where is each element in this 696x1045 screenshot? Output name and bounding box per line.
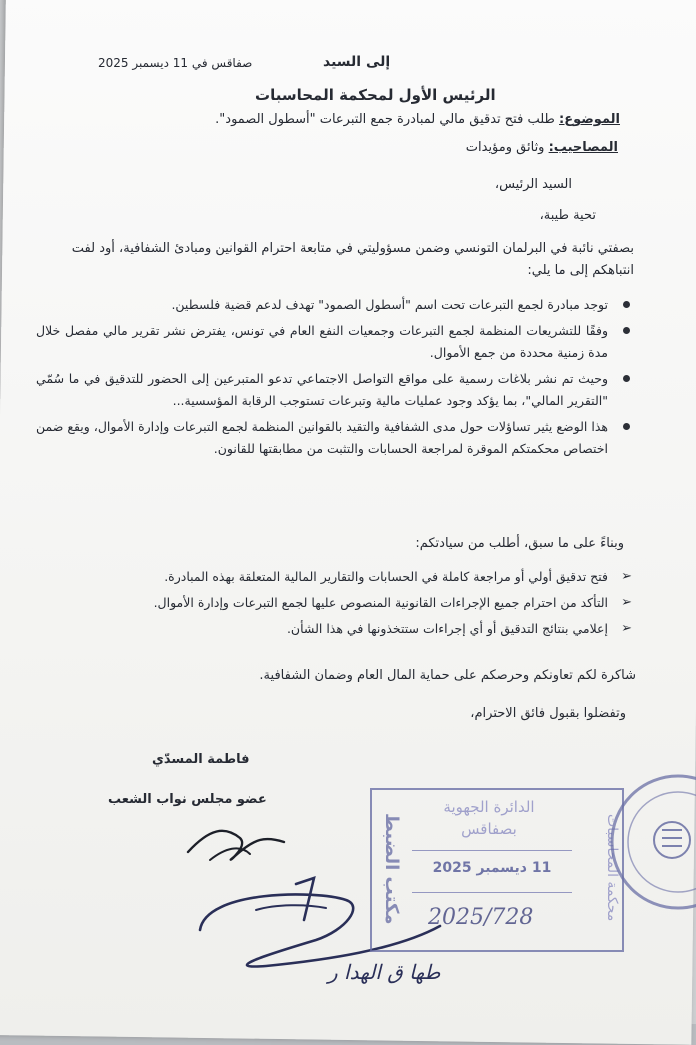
handwritten-note: طها ق الهدا ر (328, 960, 441, 984)
attachments-line (466, 140, 618, 155)
stamp-office-name: مكتب الضبط (381, 813, 402, 925)
stamp-registration-number: 2025/728 (428, 905, 534, 930)
fact-text: هذا الوضع يثير تساؤلات حول مدى الشفافية والتقيد بالقوانين المنظمة لجمع التبرعات وإدارة الأموال، ويقع ضمن اختصاص محكمتكم الموقرة لمراجعة الحسابات والتثبت من مطابقتها للقانون. (35, 419, 608, 456)
list-item (36, 368, 636, 412)
signature-mark (180, 808, 290, 878)
fact-text: وفقًا للتشريعات المنظمة لجمع التبرعات وجمعيات النفع العام في تونس، يفترض نشر تقرير مالي مفصل خلال مدة زمنية محددة من جمع الأموال. (36, 323, 608, 360)
request-text: التأكد من احترام جميع الإجراءات القانونية المنصوص عليها لجمع التبرعات وإدارة الأموال. (153, 595, 608, 610)
list-item (36, 566, 636, 588)
round-seal (600, 770, 696, 920)
stamp-office-line2: بصفاقس (461, 820, 517, 838)
subject-label: الموضوع: (559, 112, 620, 127)
closing-line: وتفضلوا بقبول فائق الاحترام، (470, 706, 626, 721)
subject-text: طلب فتح تدقيق مالي لمبادرة جمع التبرعات "أسطول الصمود". (215, 112, 559, 127)
stamp-court-name: محكمة المحاسبات (604, 814, 620, 922)
subject-line (215, 112, 620, 127)
fact-text: وحيث تم نشر بلاغات رسمية على مواقع التواصل الاجتماعي تدعو المتبرعين إلى الحضور للتدقيق في ما سُمّي "التقرير المالي"، بما يؤكد وجود عمليات مالية وتبرعات تستوجب الرقابة المؤسسية... (36, 371, 608, 408)
intro-paragraph: بصفتي نائبة في البرلمان التونسي وضمن مسؤوليتي في متابعة احترام القوانين ومبادئ الشفافية، أود لفت انتباهكم إلى ما يلي: (71, 241, 634, 278)
greeting: تحية طيبة، (539, 208, 596, 223)
attachments-text: وثائق ومؤيدات (465, 140, 549, 155)
facts-list (36, 294, 636, 464)
request-text: إعلامي بنتائج التدقيق أو أي إجراءات ستتخذونها في هذا الشأن. (286, 621, 608, 636)
bullet-icon (623, 327, 630, 334)
addressee: الرئيس الأول لمحكمة المحاسبات (255, 86, 496, 104)
signer-title: عضو مجلس نواب الشعب (108, 792, 267, 807)
to-label: إلى السيد (323, 54, 391, 70)
bullet-icon (623, 301, 630, 308)
stamp-divider (412, 850, 572, 851)
attachments-label: المصاحيب: (548, 140, 618, 155)
stamp-date: 11 ديسمبر 2025 (432, 860, 552, 876)
stamp-divider (412, 892, 572, 893)
salutation: السيد الرئيس، (494, 177, 572, 192)
list-item (36, 592, 636, 614)
fact-text: توجد مبادرة لجمع التبرعات تحت اسم "أسطول الصمود" تهدف لدعم قضية فلسطين. (171, 297, 608, 312)
requests-list (36, 566, 636, 644)
stamp-office (414, 796, 564, 840)
arrow-bullet-icon: ➢ (621, 621, 632, 636)
list-item (36, 294, 636, 316)
list-item (36, 320, 636, 364)
list-item (36, 618, 636, 640)
list-item (36, 416, 636, 460)
bullet-icon (623, 423, 630, 430)
bullet-icon (623, 375, 630, 382)
request-text: فتح تدقيق أولي أو مراجعة كاملة في الحسابات والتقارير المالية المتعلقة بهذه المبادرة. (164, 569, 608, 584)
city-date: صفاقس في 11 ديسمبر 2025 (98, 56, 253, 70)
signer-name: فاطمة المسدّي (152, 752, 250, 767)
request-lead: وبناءً على ما سبق، أطلب من سيادتكم: (415, 536, 624, 551)
registration-stamp (370, 788, 624, 952)
stamp-office-line1: الدائرة الجهوية (443, 798, 535, 816)
arrow-bullet-icon: ➢ (621, 569, 632, 584)
thanks-line: شاكرة لكم تعاونكم وحرصكم على حماية المال العام وضمان الشفافية. (259, 668, 636, 683)
arrow-bullet-icon: ➢ (621, 595, 632, 610)
